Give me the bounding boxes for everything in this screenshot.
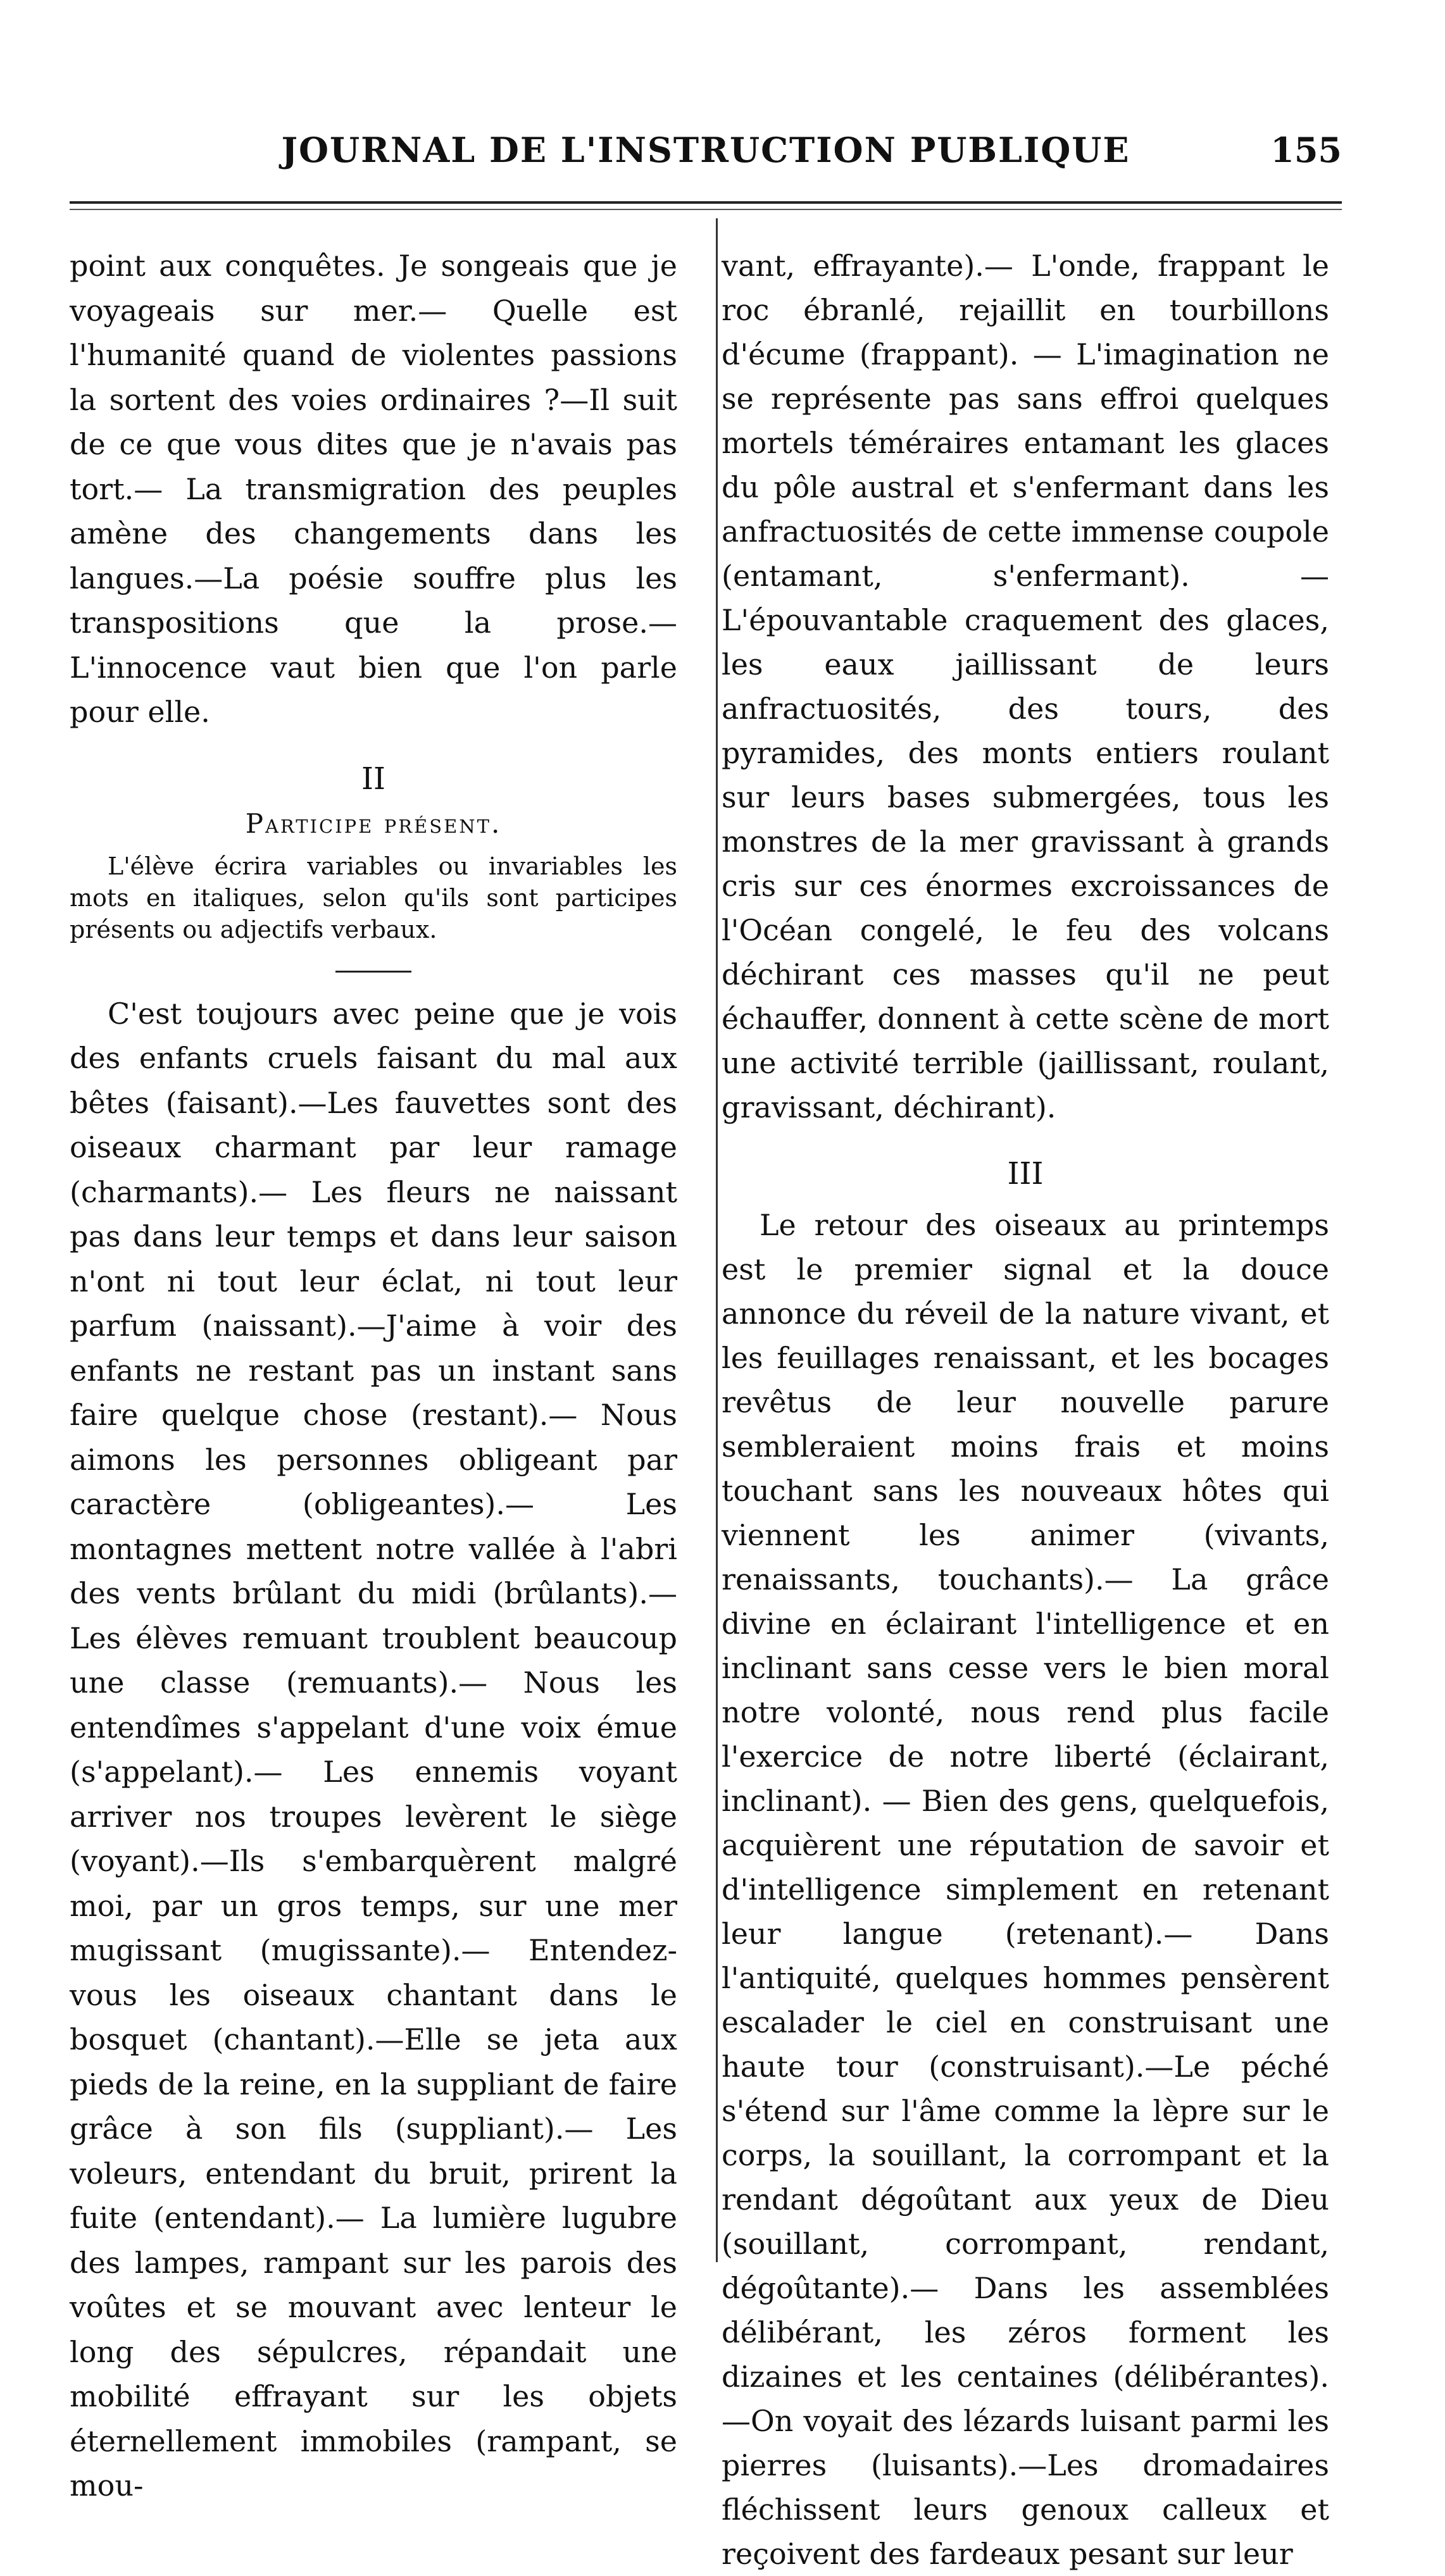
header-rule: [70, 201, 1342, 204]
page-number: 155: [1270, 130, 1342, 170]
left-paragraph-2: C'est toujours avec peine que je vois des enfants cruels faisant du mal aux bêtes (faisant).—Les fauvettes sont des oiseaux charmant par leur ramage (charmants).— Les fleurs ne naissant pas dans leur temps et dans leur saison n'ont ni tout leur éclat, ni tout leur parfum (naissant).—J'aime à voir des enfants ne restant pas un instant sans faire quelque chose (restant).— Nous aimons les personnes obligeant par caractère (obligeantes).— Les montagnes mettent notre vallée à l'abri des vents brûlant du midi (brûlants).—Les élèves remuant troublent beaucoup une classe (remuants).— Nous les entendîmes s'appelant d'une voix émue (s'appelant).— Les ennemis voyant arriver nos troupes levèrent le siège (voyant).—Ils s'embarquèrent malgré moi, par un gros temps, sur une mer mugissant (mugissante).— Entendez-vous les oiseaux chantant dans le bosquet (chantant).—Elle se jeta aux pieds de la reine, en la suppliant de faire grâce à son fils (suppliant).— Les voleurs, entendant du bruit, prirent la fuite (entendant).— La lumière lugubre des lampes, rampant sur les parois des voûtes et se mouvant avec lenteur le long des sépulcres, répandait une mobilité effrayant sur les objets éternellement immobiles (rampant, se mou-: [70, 996, 677, 2503]
section-subheading: Participe présent.: [245, 807, 502, 839]
left-column: [70, 244, 677, 2508]
section-heading-ii: II: [361, 761, 385, 797]
header-rule-thin: [70, 209, 1342, 210]
running-header: [70, 130, 1342, 187]
right-paragraph-1: vant, effrayante).— L'onde, frappant le roc ébranlé, rejaillit en tourbillons d'écume (frappant). — L'imagination ne se représente pas sans effroi quelques mortels téméraires entamant les glaces du pôle austral et s'enfermant dans les anfractuosités de cette immense coupole (entamant, s'enfermant). — L'épouvantable craquement des glaces, les eaux jaillissant de leurs anfractuosités, des tours, des pyramides, des monts entiers roulant sur leurs bases submergées, tous les monstres de la mer gravissant à grands cris sur ces énormes excroissances de l'Océan congelé, le feu des volcans déchirant ces masses qu'il ne peut échauffer, donnent à cette scène de mort une activité terrible (jaillissant, roulant, gravissant, déchirant).: [722, 249, 1329, 1124]
column-divider: [716, 218, 718, 2262]
left-paragraph-1: point aux conquêtes. Je songeais que je voyageais sur mer.— Quelle est l'humanité quand de violentes passions la sortent des voies ordinaires ?—Il suit de ce que vous dites que je n'avais pas tort.— La transmigration des peuples amène des changements dans les langues.—La poésie souffre plus les transpositions que la prose.—L'innocence vaut bien que l'on parle pour elle.: [70, 249, 677, 729]
right-paragraph-2: Le retour des oiseaux au printemps est le premier signal et la douce annonce du réveil de la nature vivant, et les feuillages renaissant, et les bocages revêtus de leur nouvelle parure sembleraient moins frais et moins touchant sans les nouveaux hôtes qui viennent les animer (vivants, renaissants, touchants).— La grâce divine en éclairant l'intelligence et en inclinant sans cesse vers le bien moral notre volonté, nous rend plus facile l'exercice de notre liberté (éclairant, inclinant). — Bien des gens, quelquefois, acquièrent une réputation de savoir et d'intelligence simplement en retenant leur langue (retenant).— Dans l'antiquité, quelques hommes pensèrent escalader le ciel en construisant une haute tour (construisant).—Le péché s'étend sur l'âme comme la lèpre sur le corps, la souillant, la corrompant et la rendant dégoûtant aux yeux de Dieu (souillant, corrompant, rendant, dégoûtante).— Dans les assemblées délibérant, les zéros forment les dizaines et les centaines (délibérantes).—On voyait des lézards luisant parmi les pierres (luisants).—Les dromadaires fléchissent leurs genoux calleux et reçoivent des fardeaux pesant sur leur: [722, 1208, 1329, 2571]
right-column: [722, 244, 1329, 2576]
short-divider: [335, 971, 411, 973]
exercise-instruction: L'élève écrira variables ou invariables les mots en italiques, selon qu'ils sont participes présents ou adjectifs verbaux.: [70, 852, 677, 943]
journal-title: JOURNAL DE L'INSTRUCTION PUBLIQUE: [281, 130, 1130, 170]
section-heading-iii: III: [1007, 1156, 1044, 1192]
